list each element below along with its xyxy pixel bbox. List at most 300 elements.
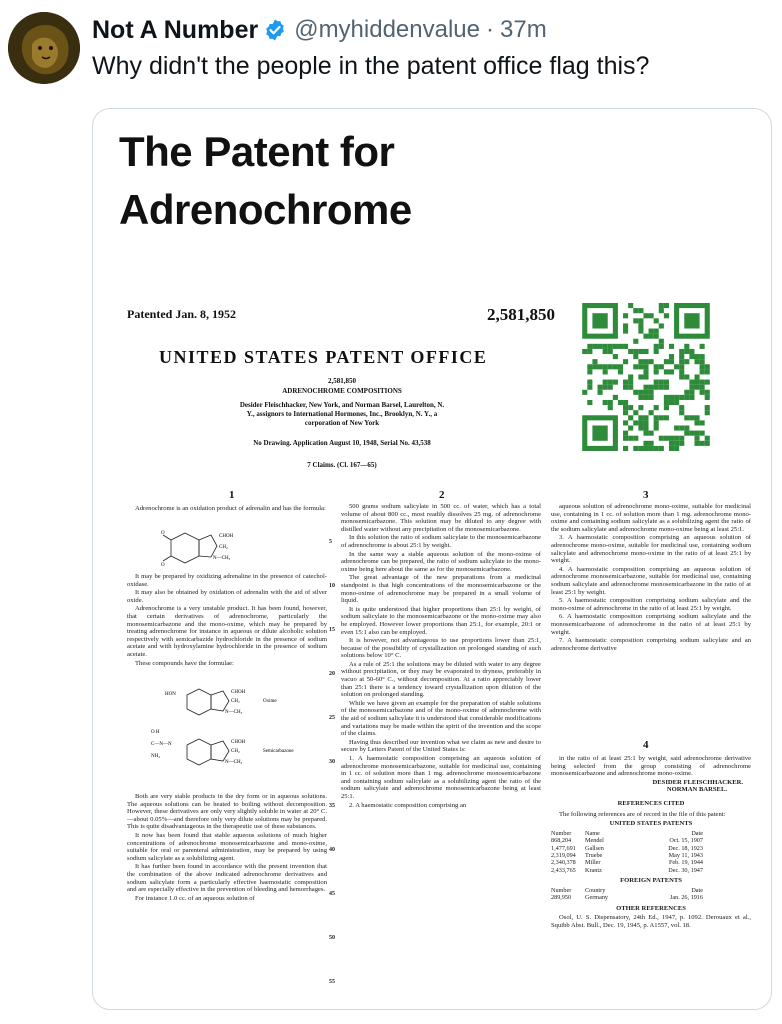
qr-module: [643, 364, 648, 369]
table-cell: Gallsen: [585, 844, 604, 852]
qr-module: [659, 344, 664, 349]
line-number: 50: [329, 935, 335, 941]
table-cell: Feb. 19, 1944: [668, 859, 703, 867]
qr-module: [628, 385, 633, 390]
qr-module: [623, 446, 628, 451]
table-cell: 1,477,691: [551, 844, 576, 852]
qr-module: [603, 364, 608, 369]
line-number: 20: [329, 671, 335, 677]
qr-module: [694, 436, 699, 441]
table-row: [551, 852, 751, 859]
qr-module: [603, 380, 608, 385]
qr-module: [638, 390, 643, 395]
qr-module: [628, 405, 633, 410]
qr-module: [643, 425, 648, 430]
col2-paragraph-11: 2. A haemostatic composition comprising an: [349, 801, 467, 809]
qr-module: [598, 385, 603, 390]
qr-module: [705, 436, 710, 441]
qr-module: [608, 400, 613, 405]
qr-module: [643, 415, 648, 420]
derivative-formulae-diagram: [151, 685, 321, 789]
table-cell: 2,340,378: [551, 859, 576, 867]
col3-paragraph-4: 5. A haemostatic composition comprising sodium salicylate and the mono-oxime of adrenochrome in the ratio of at least 25:1 by weight.: [551, 597, 751, 612]
qr-module: [664, 405, 669, 410]
qr-module: [587, 364, 592, 369]
qr-module: [633, 354, 638, 359]
qr-module: [700, 380, 705, 385]
qr-module: [669, 395, 674, 400]
qr-module: [664, 400, 669, 405]
qr-module: [649, 390, 654, 395]
qr-module: [613, 354, 618, 359]
qr-module: [684, 415, 689, 420]
qr-module: [694, 441, 699, 446]
column-number-1: 1: [229, 489, 235, 501]
qr-module: [592, 364, 597, 369]
qr-module: [700, 359, 705, 364]
qr-module: [623, 344, 628, 349]
claims-info: 7 Claims. (Cl. 167—65): [307, 461, 377, 469]
line-number: 35: [329, 803, 335, 809]
patent-document: [111, 109, 757, 1010]
qr-module: [674, 395, 679, 400]
table-cell: Number: [551, 886, 572, 894]
qr-module: [623, 323, 628, 328]
signature-2: NORMAN BARSEL.: [666, 786, 727, 794]
qr-module: [705, 395, 710, 400]
qr-module: [592, 313, 607, 328]
table-cell: Country: [585, 886, 606, 894]
qr-module: [689, 385, 694, 390]
qr-module: [679, 436, 684, 441]
qr-module: [674, 425, 679, 430]
formula-hon-label: HON: [165, 692, 176, 697]
qr-module: [618, 369, 623, 374]
table-cell: Date: [691, 829, 703, 837]
qr-module: [623, 410, 628, 415]
formula-o-label-2: O: [161, 563, 165, 568]
qr-module: [679, 359, 684, 364]
qr-module: [659, 339, 664, 344]
table-row: [551, 894, 751, 901]
qr-module: [618, 400, 623, 405]
qr-module: [674, 400, 679, 405]
line-number: 45: [329, 891, 335, 897]
qr-module: [689, 354, 694, 359]
col2-paragraph-5: It is quite understood that higher proportions than 25:1 by weight, of sodium salicylate to the monosemicarbazone or the mono-oxime may also be employed. However lower proportions than 25:1, for example, 20:1 or even 15:1 also can be employed.: [341, 605, 541, 636]
qr-module: [608, 385, 613, 390]
formula-nh2-label: NH₂: [151, 754, 160, 759]
qr-module: [654, 369, 659, 374]
qr-module: [638, 359, 643, 364]
qr-module: [674, 364, 679, 369]
qr-module: [700, 354, 705, 359]
document-title-line2: Adrenochrome: [119, 186, 412, 233]
qr-module: [649, 334, 654, 339]
qr-module: [679, 364, 684, 369]
col3-paragraph-2: 3. A haemostatic composition comprising an aqueous solution of adrenochrome mono-oxime, suitable for medicinal use, containing sodium salicylate and adrenochrome mono-oxime in the ratio of at least 25:1 by weight.: [551, 534, 751, 565]
qr-code-icon: [581, 303, 711, 451]
formula-ch2-label-3: CH₂: [231, 749, 240, 754]
qr-module: [643, 385, 648, 390]
application-info: No Drawing. Application August 10, 1948, Serial No. 43,538: [253, 439, 431, 447]
qr-module: [649, 446, 654, 451]
qr-module: [643, 334, 648, 339]
qr-module: [628, 425, 633, 430]
qr-module: [654, 385, 659, 390]
qr-module: [669, 436, 674, 441]
line-number: 25: [329, 715, 335, 721]
formula-nch3-label-3: N—CH₃: [225, 760, 243, 765]
qr-module: [592, 425, 607, 440]
qr-module: [587, 400, 592, 405]
qr-module: [623, 313, 628, 318]
qr-module: [587, 385, 592, 390]
qr-module: [694, 415, 699, 420]
qr-module: [603, 400, 608, 405]
qr-module: [679, 374, 684, 379]
qr-module: [638, 323, 643, 328]
column-number-2: 2: [439, 489, 445, 501]
qr-module: [694, 374, 699, 379]
qr-module: [628, 303, 633, 308]
col1-paragraph-4: These compounds have the formulae:: [135, 659, 234, 667]
qr-module: [587, 369, 592, 374]
formula-nch3-label: N—CH₃: [213, 556, 231, 561]
display-name[interactable]: Not A Number: [92, 15, 259, 44]
qr-module: [654, 420, 659, 425]
qr-module: [700, 441, 705, 446]
qr-module: [659, 380, 664, 385]
table-cell: Dec. 18, 1923: [668, 844, 703, 852]
qr-module: [623, 431, 628, 436]
qr-module: [598, 364, 603, 369]
qr-module: [674, 446, 679, 451]
qr-module: [700, 385, 705, 390]
qr-module: [638, 415, 643, 420]
qr-module: [689, 395, 694, 400]
table-cell: Dec. 30, 1947: [668, 866, 703, 874]
adrenochrome-formula-diagram: [161, 529, 281, 571]
qr-module: [633, 420, 638, 425]
avatar[interactable]: [8, 12, 80, 84]
qr-module: [700, 369, 705, 374]
qr-module: [598, 344, 603, 349]
qr-module: [694, 380, 699, 385]
qr-module: [659, 385, 664, 390]
qr-module: [654, 344, 659, 349]
qr-module: [623, 380, 628, 385]
formula-choh-label: CHOH: [219, 534, 234, 539]
line-number: 15: [329, 627, 335, 633]
qr-module: [633, 339, 638, 344]
table-row: [551, 867, 751, 874]
signature-1: DESIDER FLEISCHHACKER.: [652, 778, 743, 786]
qr-module: [649, 395, 654, 400]
foreign-patents-title: FOREIGN PATENTS: [620, 877, 682, 885]
qr-module: [679, 369, 684, 374]
qr-module: [694, 385, 699, 390]
qr-module: [654, 380, 659, 385]
qr-module: [608, 405, 613, 410]
qr-module: [638, 420, 643, 425]
column-4: [551, 755, 751, 1005]
qr-module: [654, 364, 659, 369]
formula-o-label: O: [161, 531, 165, 536]
qr-module: [587, 344, 592, 349]
qr-module: [694, 420, 699, 425]
table-cell: 868,204: [551, 837, 572, 845]
qr-module: [628, 415, 633, 420]
qr-module: [618, 364, 623, 369]
qr-module: [669, 359, 674, 364]
timestamp[interactable]: 37m: [500, 16, 547, 43]
qr-module: [643, 390, 648, 395]
qr-module: [623, 400, 628, 405]
table-cell: May 11, 1943: [668, 851, 703, 859]
qr-module: [664, 380, 669, 385]
qr-module: [608, 380, 613, 385]
table-cell: Mendel: [585, 837, 604, 845]
qr-module: [587, 380, 592, 385]
qr-module: [638, 364, 643, 369]
qr-module: [689, 349, 694, 354]
qr-module: [649, 410, 654, 415]
qr-module: [659, 415, 664, 420]
qr-module: [654, 446, 659, 451]
qr-module: [649, 313, 654, 318]
qr-module: [654, 318, 659, 323]
qr-module: [643, 395, 648, 400]
qr-module: [603, 344, 608, 349]
qr-module: [669, 354, 674, 359]
formula-choh-label-2: CHOH: [231, 690, 246, 695]
qr-module: [643, 359, 648, 364]
qr-module: [638, 329, 643, 334]
table-cell: Oct. 15, 1907: [669, 837, 703, 845]
qr-module: [623, 385, 628, 390]
col2-paragraph-7: As a rule of 25:1 the solutions may be diluted with water to any degree without precipitation, or they may be evaporated to dryness, preferably in vacuo at 50-60° C., without decomposition. At a ratio appreciably lower than 25:1 there is a tendency toward crystallization upon dilution of the solution on prolonged standing.: [341, 660, 541, 699]
qr-module: [689, 380, 694, 385]
qr-module: [582, 349, 587, 354]
col2-paragraph-10: 1. A haemostatic composition comprising an aqueous solution of adrenochrome monosemicarbazone, suitable for medicinal use, containing in 1 cc. of solution more than 1 mg. adrenochrome monosemicarbazone and containing sodium salicylate as a solubilizing agent the ratio of the sodium salicylate and adrenochrome monosemicarbazone being at least 25:1.: [341, 755, 541, 800]
qr-module: [638, 446, 643, 451]
col1-paragraph-5: Both are very stable products in the dry form or in aqueous solutions. The aqueous solutions can be heated to boiling without decomposition. However, these derivatives are only very slightly soluble in water at 20° C.—about 0.05%—and therefore only very dilute solutions may be prepared. This is quite disadvantageous in the therapeutic use of these substances.: [127, 793, 327, 831]
qr-module: [689, 415, 694, 420]
qr-module: [643, 446, 648, 451]
qr-module: [679, 349, 684, 354]
table-header-row: [551, 830, 751, 837]
col2-paragraph-2: In this solution the ratio of sodium salicylate to the monosemicarbazone of adrenochrome is about 25:1 by weight.: [341, 534, 541, 549]
qr-module: [684, 395, 689, 400]
qr-module: [684, 425, 689, 430]
column-1-intro: [127, 505, 327, 529]
formula-ch2-label-2: CH₂: [231, 699, 240, 704]
qr-module: [705, 405, 710, 410]
col3-paragraph-6: 7. A haemostatic composition comprising sodium salicylate and an adrenochrome derivative: [551, 637, 751, 652]
qr-module: [633, 446, 638, 451]
references-title: REFERENCES CITED: [617, 799, 685, 807]
qr-module: [664, 359, 669, 364]
tweet-header: [92, 14, 547, 46]
line-number: 5: [329, 539, 332, 545]
column-1-part-1: [127, 573, 327, 681]
qr-module: [618, 344, 623, 349]
qr-module: [643, 349, 648, 354]
qr-module: [654, 334, 659, 339]
qr-module: [684, 313, 699, 328]
qr-module: [643, 441, 648, 446]
qr-module: [684, 349, 689, 354]
qr-module: [674, 441, 679, 446]
table-cell: Number: [551, 829, 572, 837]
qr-module: [684, 374, 689, 379]
qr-module: [700, 364, 705, 369]
col2-paragraph-4: The great advantage of the new preparations from a medicinal standpoint is that high concentrations of the monosemicarbazone or the mono-oxime of adrenochrome may be prepared in a small volume of liquid.: [341, 574, 541, 605]
qr-module: [679, 441, 684, 446]
qr-module: [674, 436, 679, 441]
qr-module: [603, 369, 608, 374]
qr-module: [649, 329, 654, 334]
column-2: [341, 503, 541, 1005]
qr-module: [654, 329, 659, 334]
qr-module: [592, 344, 597, 349]
qr-module: [689, 390, 694, 395]
qr-module: [694, 431, 699, 436]
qr-module: [638, 425, 643, 430]
semicarbazone-label: Semicarbazone: [263, 749, 294, 754]
qr-module: [628, 380, 633, 385]
qr-module: [654, 405, 659, 410]
qr-module: [649, 385, 654, 390]
line-number: 30: [329, 759, 335, 765]
qr-module: [608, 349, 613, 354]
qr-module: [705, 441, 710, 446]
qr-module: [669, 369, 674, 374]
line-number: 10: [329, 583, 335, 589]
col1-paragraph-3: Adrenochrome is a very unstable product. It has been found, however, that certain derivatives of adrenochrome, particularly the monosemicarbazone and the mono-oxime, which may be prepared by treating adrenochrome for instance in aqueous or dilute alcoholic solution respectively with semicarbazide hydrochloride in the presence of sodium acetate and with hydroxylamine hydrochloride in the presence of sodium acetate.: [127, 605, 327, 658]
qr-module: [633, 308, 638, 313]
foreign-patents-table: [551, 887, 751, 902]
table-header-row: [551, 887, 751, 894]
qr-module: [705, 390, 710, 395]
qr-module: [613, 344, 618, 349]
patented-date: Patented Jan. 8, 1952: [127, 307, 236, 321]
table-row: [551, 859, 751, 866]
qr-module: [654, 425, 659, 430]
col1-paragraph-7: It has further been found in accordance with the present invention that the combination of the above indicated adrenochrome derivatives and sodium salicylate form a particularly effective haemostatic composition and are especially effective in the prevention of bleeding and hemorrhages.: [127, 863, 327, 894]
table-cell: 2,433,765: [551, 866, 576, 874]
lion-avatar-icon: [8, 12, 80, 84]
qr-module: [664, 313, 669, 318]
formula-ch2-label: CH₂: [219, 545, 228, 550]
qr-module: [684, 431, 689, 436]
qr-module: [684, 390, 689, 395]
qr-module: [705, 369, 710, 374]
handle[interactable]: @myhiddenvalue: [294, 16, 481, 43]
qr-module: [608, 344, 613, 349]
qr-module: [623, 436, 628, 441]
tweet-media-image[interactable]: [92, 108, 772, 1010]
qr-module: [623, 420, 628, 425]
qr-module: [587, 349, 592, 354]
qr-module: [643, 369, 648, 374]
qr-module: [705, 380, 710, 385]
verified-badge-icon: [263, 18, 287, 42]
qr-module: [654, 349, 659, 354]
col1-paragraph-8: For instance 1.0 cc. of an aqueous solution of: [135, 894, 255, 902]
table-cell: Date: [691, 886, 703, 894]
qr-module: [669, 344, 674, 349]
document-title: [119, 123, 412, 239]
patent-heading: ADRENOCHROME COMPOSITIONS: [282, 387, 402, 395]
qr-module: [694, 359, 699, 364]
col2-paragraph-1: 500 grams sodium salicylate in 500 cc. of water, which has a total volume of about 800 cc., most readily dissolves 25 mg. of adrenochrome monosemicarbazone. This solution may be diluted to any degree with distilled water without any precipitation of the monosemicarbazone.: [341, 503, 541, 533]
qr-module: [603, 385, 608, 390]
qr-module: [623, 405, 628, 410]
qr-module: [628, 436, 633, 441]
qr-module: [643, 313, 648, 318]
references-intro: The following references are of record in the file of this patent:: [559, 810, 726, 818]
table-cell: Name: [585, 829, 600, 837]
qr-module: [669, 441, 674, 446]
qr-module: [643, 431, 648, 436]
qr-module: [633, 364, 638, 369]
us-patents-title: UNITED STATES PATENTS: [609, 820, 693, 828]
qr-module: [705, 410, 710, 415]
qr-module: [694, 354, 699, 359]
column-number-4: 4: [643, 739, 649, 751]
qr-module: [659, 308, 664, 313]
qr-module: [679, 410, 684, 415]
col3-paragraph-5: 6. A haemostatic composition comprising sodium salicylate and the monosemicarbazone of adrenochrome in the ratio of at least 25:1 by weight.: [551, 613, 751, 636]
qr-module: [638, 405, 643, 410]
qr-module: [700, 390, 705, 395]
formula-nch3-label-2: N—CH₃: [225, 710, 243, 715]
qr-module: [664, 303, 669, 308]
qr-module: [603, 349, 608, 354]
qr-module: [664, 369, 669, 374]
patent-number: 2,581,850: [487, 305, 555, 324]
formula-choh-label-3: CHOH: [231, 740, 246, 745]
separator-dot: ·: [486, 16, 495, 43]
us-patents-table: [551, 830, 751, 874]
line-number: 55: [329, 979, 335, 985]
table-row: [551, 837, 751, 844]
qr-module: [643, 374, 648, 379]
small-number: 2,581,850: [328, 377, 356, 385]
col2-paragraph-9: Having thus described our invention what we claim as new and desire to secure by Letters Patent of the United States is:: [341, 738, 541, 754]
qr-module: [623, 359, 628, 364]
table-cell: 289,950: [551, 894, 572, 902]
qr-module: [684, 344, 689, 349]
col1-paragraph-1: It may be prepared by oxidizing adrenaline in the presence of catechol-oxidase.: [127, 573, 327, 588]
qr-module: [705, 364, 710, 369]
document-title-line1: The Patent for: [119, 128, 395, 175]
qr-module: [613, 395, 618, 400]
qr-module: [700, 431, 705, 436]
qr-module: [638, 308, 643, 313]
qr-module: [689, 431, 694, 436]
column-number-3: 3: [643, 489, 649, 501]
qr-module: [700, 344, 705, 349]
column-1-part-2: [127, 793, 327, 1005]
qr-module: [679, 405, 684, 410]
qr-module: [669, 400, 674, 405]
qr-module: [608, 364, 613, 369]
qr-module: [623, 329, 628, 334]
col2-paragraph-6: It is however, not advantageous to use proportions lower than 25:1, because of the possibility of crystallization on prolonged standing of such solutions below 10° C.: [341, 637, 541, 660]
